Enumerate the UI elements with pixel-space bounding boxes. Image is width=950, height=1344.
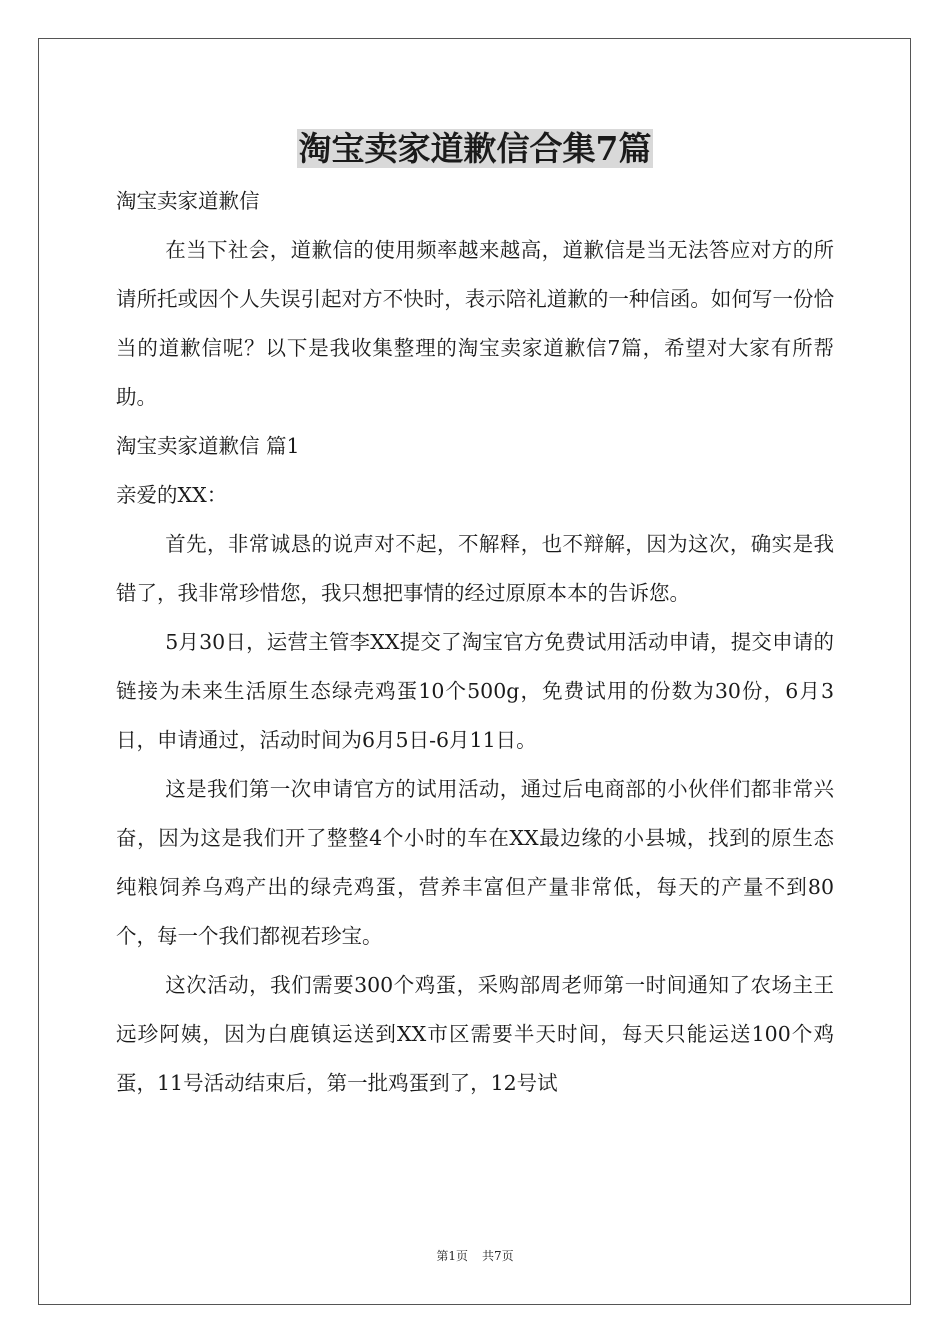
body-paragraph: 这是我们第一次申请官方的试用活动，通过后电商部的小伙伴们都非常兴奋，因为这是我们开了整整4个小时的车在XX最边缘的小县城，找到的原生态纯粮饲养乌鸡产出的绿壳鸡蛋，营养丰富但产量非常低，每天的产量不到80个，每一个我们都视若珍宝。 [116,777,834,948]
document-body [116,177,834,1108]
body-paragraph: 5月30日，运营主管李XX提交了淘宝官方免费试用活动申请，提交申请的链接为未来生活原生态绿壳鸡蛋10个500g，免费试用的份数为30份，6月3日，申请通过，活动时间为6月5日-6月11日。 [116,630,834,752]
letter-salutation: 亲爱的XX： [116,483,228,507]
section-heading: 淘宝卖家道歉信 [116,189,260,213]
document-title-text: 淘宝卖家道歉信合集7篇 [298,129,652,168]
page-footer [0,1248,950,1264]
body-paragraph: 首先，非常诚恳的说声对不起，不解释，也不辩解，因为这次，确实是我错了，我非常珍惜您，我只想把事情的经过原原本本的告诉您。 [116,532,834,605]
body-paragraph: 这次活动，我们需要300个鸡蛋，采购部周老师第一时间通知了农场主王远珍阿姨，因为白鹿镇运送到XX市区需要半天时间，每天只能运送100个鸡蛋，11号活动结束后，第一批鸡蛋到了，12号试 [116,973,834,1095]
document-title [0,124,950,174]
letter-heading: 淘宝卖家道歉信 篇1 [116,434,300,458]
page-number: 第1页 [436,1249,468,1263]
page-total: 共7页 [482,1249,514,1263]
intro-paragraph: 在当下社会，道歉信的使用频率越来越高，道歉信是当无法答应对方的所请所托或因个人失误引起对方不快时，表示陪礼道歉的一种信函。如何写一份恰当的道歉信呢？以下是我收集整理的淘宝卖家道歉信7篇，希望对大家有所帮助。 [116,238,834,409]
